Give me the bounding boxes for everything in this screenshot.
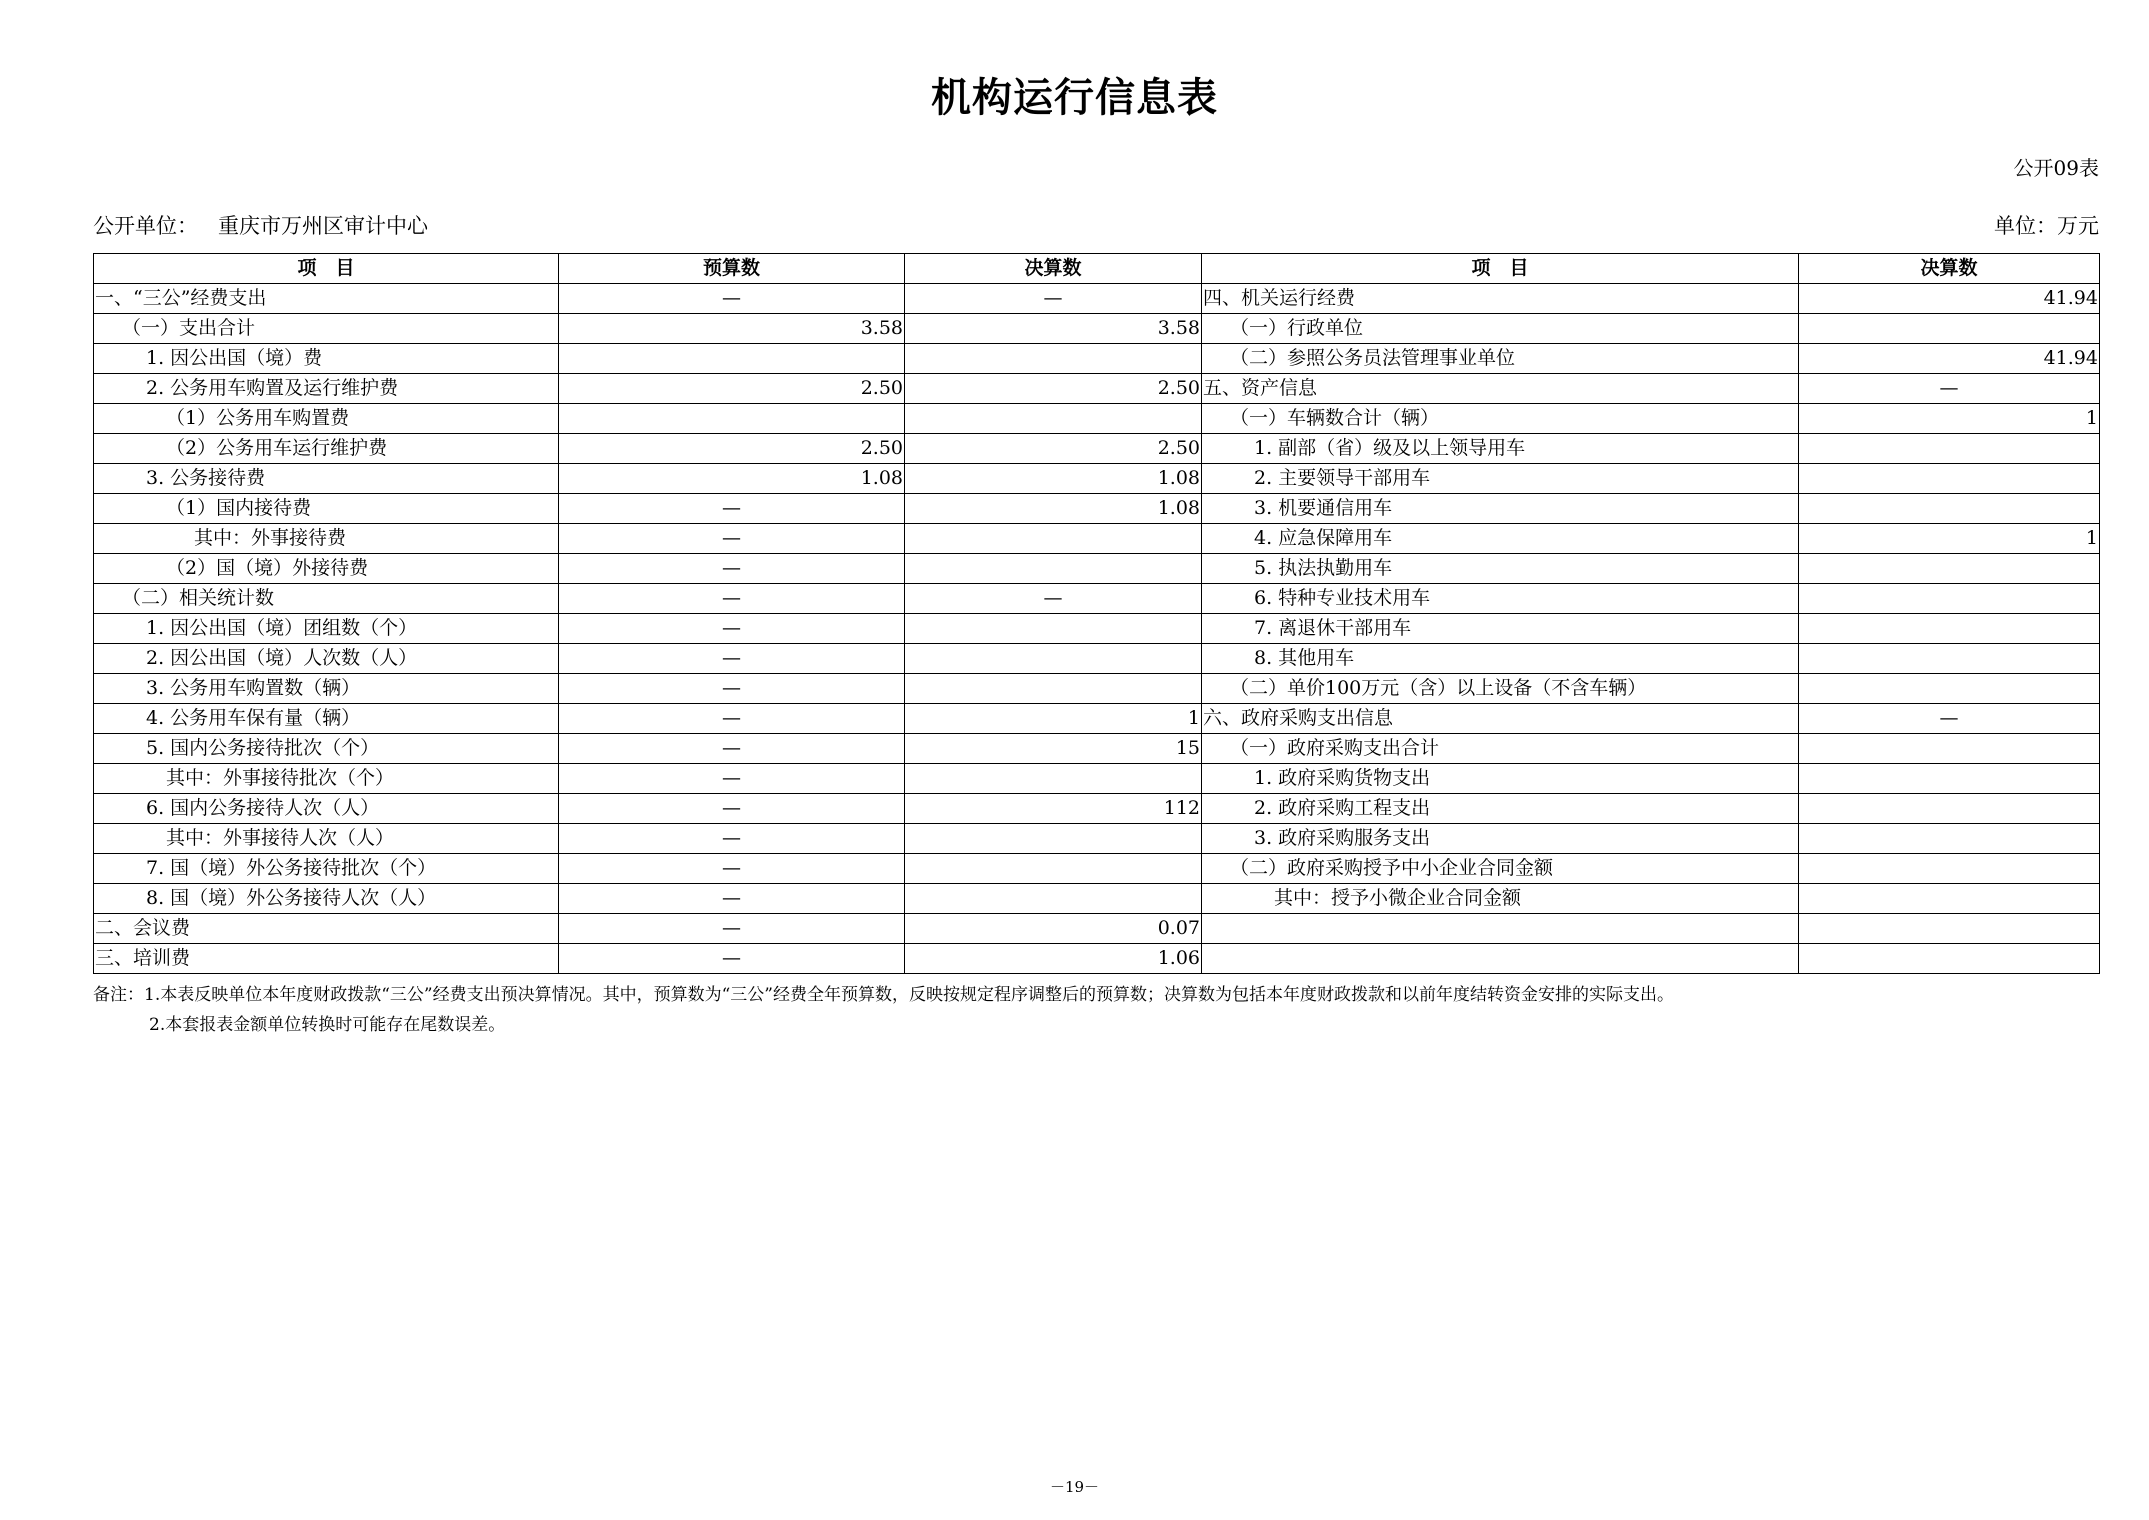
header-final-left: 决算数 [905, 254, 1202, 284]
table-header-row [94, 254, 2100, 284]
row-item-left: 1. 因公出国（境）团组数（个） [94, 614, 559, 644]
table-row [94, 404, 2100, 434]
row-final-left: 112 [905, 794, 1202, 824]
row-final-left [905, 854, 1202, 884]
table-row [94, 914, 2100, 944]
row-item-left: 6. 国内公务接待人次（人） [94, 794, 559, 824]
table-row [94, 854, 2100, 884]
row-item-left: 8. 国（境）外公务接待人次（人） [94, 884, 559, 914]
row-item-left: （2）国（境）外接待费 [94, 554, 559, 584]
row-item-left: 其中：外事接待人次（人） [94, 824, 559, 854]
row-item-left: 1. 因公出国（境）费 [94, 344, 559, 374]
row-final-right: 41.94 [1799, 344, 2100, 374]
row-final-right [1799, 944, 2100, 974]
table-row [94, 524, 2100, 554]
row-item-right: 2. 政府采购工程支出 [1202, 794, 1799, 824]
table-row [94, 554, 2100, 584]
row-item-right: （二）政府采购授予中小企业合同金额 [1202, 854, 1799, 884]
row-final-left [905, 524, 1202, 554]
row-final-right: — [1799, 704, 2100, 734]
row-item-right: 3. 政府采购服务支出 [1202, 824, 1799, 854]
header-item-right: 项 目 [1202, 254, 1799, 284]
table-row [94, 764, 2100, 794]
row-item-left: 其中：外事接待费 [94, 524, 559, 554]
table-row [94, 464, 2100, 494]
row-budget: 2.50 [559, 374, 905, 404]
row-item-right: 6. 特种专业技术用车 [1202, 584, 1799, 614]
table-row [94, 734, 2100, 764]
row-budget: — [559, 764, 905, 794]
table-row [94, 314, 2100, 344]
row-item-left: （一）支出合计 [94, 314, 559, 344]
row-item-right: 六、政府采购支出信息 [1202, 704, 1799, 734]
row-final-left: 1.08 [905, 494, 1202, 524]
note-1: 备注：1.本表反映单位本年度财政拨款“三公”经费支出预决算情况。其中，预算数为“三公”经费全年预算数，反映按规定程序调整后的预算数；决算数为包括本年度财政拨款和以前年度结转资金安排的实际支出。 [93, 985, 1674, 1005]
row-item-left: （1）公务用车购置费 [94, 404, 559, 434]
row-item-left: 三、培训费 [94, 944, 559, 974]
row-item-right: （二）单价100万元（含）以上设备（不含车辆） [1202, 674, 1799, 704]
row-budget: — [559, 644, 905, 674]
row-budget: — [559, 824, 905, 854]
row-item-left: （1）国内接待费 [94, 494, 559, 524]
row-final-left [905, 764, 1202, 794]
page-title: 机构运行信息表 [931, 75, 1218, 121]
row-budget: 3.58 [559, 314, 905, 344]
row-final-left [905, 344, 1202, 374]
row-final-left [905, 644, 1202, 674]
row-item-left: （二）相关统计数 [94, 584, 559, 614]
row-final-left: 2.50 [905, 434, 1202, 464]
row-item-left: 3. 公务接待费 [94, 464, 559, 494]
table-id: 公开09表 [2013, 156, 2099, 180]
row-final-right: 41.94 [1799, 284, 2100, 314]
row-item-right [1202, 944, 1799, 974]
row-item-right: 5. 执法执勤用车 [1202, 554, 1799, 584]
currency-unit: 单位：万元 [1994, 214, 2099, 238]
table-row [94, 704, 2100, 734]
table-row [94, 344, 2100, 374]
row-final-right [1799, 644, 2100, 674]
row-item-left: 其中：外事接待批次（个） [94, 764, 559, 794]
row-final-left [905, 884, 1202, 914]
row-budget: — [559, 794, 905, 824]
table-row [94, 374, 2100, 404]
row-item-right: 3. 机要通信用车 [1202, 494, 1799, 524]
unit-info [93, 210, 428, 240]
row-final-right [1799, 734, 2100, 764]
row-budget: — [559, 884, 905, 914]
row-item-left: 二、会议费 [94, 914, 559, 944]
table-row [94, 614, 2100, 644]
row-budget: — [559, 554, 905, 584]
row-budget: — [559, 524, 905, 554]
row-item-right: 8. 其他用车 [1202, 644, 1799, 674]
row-budget: — [559, 944, 905, 974]
row-item-right: （一）政府采购支出合计 [1202, 734, 1799, 764]
row-final-left [905, 824, 1202, 854]
row-final-right [1799, 584, 2100, 614]
row-final-right [1799, 854, 2100, 884]
row-final-right [1799, 314, 2100, 344]
note-2: 2.本套报表金额单位转换时可能存在尾数误差。 [149, 1015, 506, 1035]
table-row [94, 884, 2100, 914]
row-budget: — [559, 704, 905, 734]
row-item-left: 3. 公务用车购置数（辆） [94, 674, 559, 704]
row-budget: — [559, 674, 905, 704]
row-item-right: 1. 政府采购货物支出 [1202, 764, 1799, 794]
page-number: －19－ [1049, 1478, 1100, 1496]
row-final-right [1799, 884, 2100, 914]
row-budget [559, 404, 905, 434]
unit-label: 公开单位： [93, 214, 198, 238]
row-budget: — [559, 734, 905, 764]
row-final-right [1799, 824, 2100, 854]
row-budget: — [559, 284, 905, 314]
row-final-left [905, 404, 1202, 434]
row-budget: — [559, 614, 905, 644]
row-item-right: （二）参照公务员法管理事业单位 [1202, 344, 1799, 374]
row-final-right [1799, 434, 2100, 464]
row-final-right [1799, 614, 2100, 644]
table-row [94, 434, 2100, 464]
table-row [94, 674, 2100, 704]
header-budget: 预算数 [559, 254, 905, 284]
row-budget: 1.08 [559, 464, 905, 494]
row-final-left: — [905, 284, 1202, 314]
row-final-left: 2.50 [905, 374, 1202, 404]
row-item-left: 4. 公务用车保有量（辆） [94, 704, 559, 734]
row-budget [559, 344, 905, 374]
row-item-left: 5. 国内公务接待批次（个） [94, 734, 559, 764]
row-final-right [1799, 494, 2100, 524]
row-final-left [905, 674, 1202, 704]
header-item-left: 项 目 [94, 254, 559, 284]
info-table [93, 253, 2100, 974]
row-item-right: 1. 副部（省）级及以上领导用车 [1202, 434, 1799, 464]
row-final-left: 3.58 [905, 314, 1202, 344]
row-item-left: 2. 因公出国（境）人次数（人） [94, 644, 559, 674]
row-final-left: 1 [905, 704, 1202, 734]
row-budget: — [559, 854, 905, 884]
table-row [94, 644, 2100, 674]
row-budget: — [559, 494, 905, 524]
row-final-right: — [1799, 374, 2100, 404]
row-final-right: 1 [1799, 524, 2100, 554]
row-item-right: 7. 离退休干部用车 [1202, 614, 1799, 644]
table-row [94, 494, 2100, 524]
table-row [94, 284, 2100, 314]
row-budget: — [559, 914, 905, 944]
row-final-right [1799, 674, 2100, 704]
row-final-left: 1.08 [905, 464, 1202, 494]
row-final-right [1799, 764, 2100, 794]
row-item-left: 一、“三公”经费支出 [94, 284, 559, 314]
row-item-left: 7. 国（境）外公务接待批次（个） [94, 854, 559, 884]
row-item-right: 其中：授予小微企业合同金额 [1202, 884, 1799, 914]
notes [93, 980, 1674, 1040]
row-final-right [1799, 914, 2100, 944]
row-budget: — [559, 584, 905, 614]
table-row [94, 584, 2100, 614]
table-row [94, 824, 2100, 854]
row-item-right: 四、机关运行经费 [1202, 284, 1799, 314]
header-final-right: 决算数 [1799, 254, 2100, 284]
row-item-right [1202, 914, 1799, 944]
row-item-left: （2）公务用车运行维护费 [94, 434, 559, 464]
row-final-right [1799, 554, 2100, 584]
row-item-right: 2. 主要领导干部用车 [1202, 464, 1799, 494]
row-item-left: 2. 公务用车购置及运行维护费 [94, 374, 559, 404]
row-item-right: （一）车辆数合计（辆） [1202, 404, 1799, 434]
unit-name: 重庆市万州区审计中心 [218, 214, 429, 238]
row-final-right: 1 [1799, 404, 2100, 434]
row-final-right [1799, 464, 2100, 494]
row-final-right [1799, 794, 2100, 824]
table-row [94, 794, 2100, 824]
row-item-right: 五、资产信息 [1202, 374, 1799, 404]
row-final-left: 15 [905, 734, 1202, 764]
row-final-left: 1.06 [905, 944, 1202, 974]
row-final-left [905, 614, 1202, 644]
row-final-left: 0.07 [905, 914, 1202, 944]
row-item-right: 4. 应急保障用车 [1202, 524, 1799, 554]
table-row [94, 944, 2100, 974]
row-budget: 2.50 [559, 434, 905, 464]
row-final-left [905, 554, 1202, 584]
row-final-left: — [905, 584, 1202, 614]
row-item-right: （一）行政单位 [1202, 314, 1799, 344]
